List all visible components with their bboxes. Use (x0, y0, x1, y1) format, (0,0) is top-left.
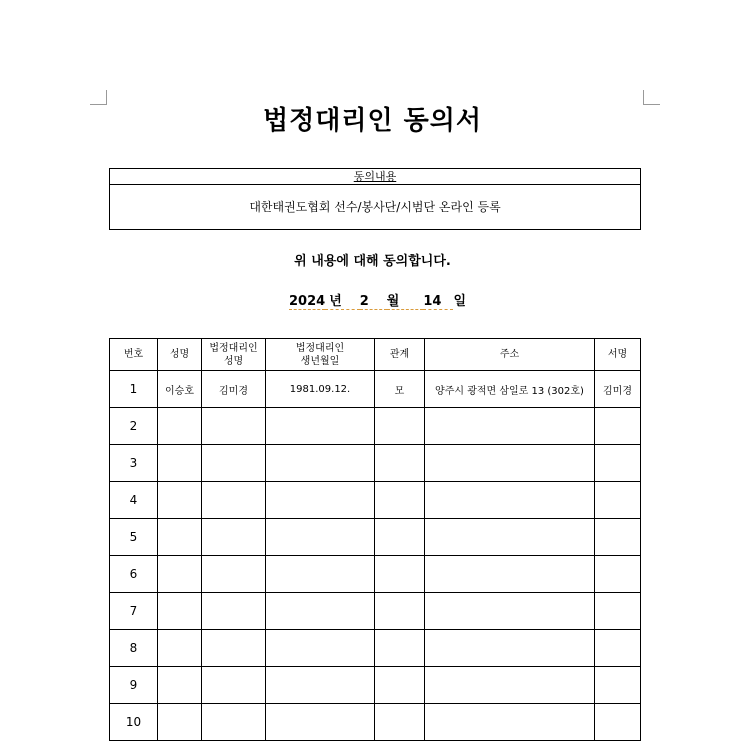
cell-guardian-birth[interactable] (266, 593, 375, 630)
cell-no: 9 (110, 667, 158, 704)
header-address: 주소 (425, 339, 595, 371)
cell-signature[interactable] (595, 482, 641, 519)
table-row (110, 408, 641, 445)
header-guardian-birth-line2: 생년월일 (300, 355, 340, 367)
cell-name[interactable] (158, 667, 202, 704)
cell-guardian-name[interactable]: 김미경 (202, 371, 266, 408)
cell-address[interactable] (425, 704, 595, 741)
cell-signature[interactable] (595, 445, 641, 482)
document-title: 법정대리인 동의서 (263, 106, 482, 136)
date-day[interactable]: 14 (423, 294, 453, 310)
cell-guardian-birth[interactable]: 1981.09.12. (266, 371, 375, 408)
date-line (289, 290, 466, 310)
date-year[interactable]: 2024 (289, 294, 326, 309)
consent-content: 대한태권도협회 선수/봉사단/시범단 온라인 등록 (249, 200, 501, 214)
date-year-unit: 년 (325, 290, 360, 310)
table-row (110, 519, 641, 556)
cell-no: 4 (110, 482, 158, 519)
header-relation: 관계 (375, 339, 425, 371)
cell-no: 3 (110, 445, 158, 482)
table-row (110, 556, 641, 593)
cell-name[interactable] (158, 593, 202, 630)
table-row (110, 445, 641, 482)
cell-relation[interactable]: 모 (375, 371, 425, 408)
cell-guardian-name[interactable] (202, 593, 266, 630)
header-guardian-name (202, 339, 266, 371)
cell-relation[interactable] (375, 482, 425, 519)
cell-signature[interactable]: 김미경 (595, 371, 641, 408)
cell-address[interactable]: 양주시 광적면 삼일로 13 (302호) (425, 371, 595, 408)
header-no: 번호 (110, 339, 158, 371)
cell-guardian-name[interactable] (202, 556, 266, 593)
cell-guardian-birth[interactable] (266, 482, 375, 519)
cell-guardian-birth[interactable] (266, 667, 375, 704)
header-guardian-name-line2: 성명 (223, 355, 244, 367)
cell-guardian-birth[interactable] (266, 704, 375, 741)
cell-signature[interactable] (595, 408, 641, 445)
cell-name[interactable] (158, 445, 202, 482)
cell-signature[interactable] (595, 704, 641, 741)
table-row (110, 704, 641, 741)
cell-relation[interactable] (375, 667, 425, 704)
cell-signature[interactable] (595, 519, 641, 556)
guardian-table (109, 338, 641, 741)
cell-address[interactable] (425, 593, 595, 630)
cell-relation[interactable] (375, 556, 425, 593)
consent-header-label: 동의내용 (353, 170, 397, 183)
header-guardian-name-line1: 법정대리인 (209, 342, 258, 354)
cell-guardian-birth[interactable] (266, 630, 375, 667)
cell-guardian-name[interactable] (202, 482, 266, 519)
cell-relation[interactable] (375, 630, 425, 667)
cell-no: 5 (110, 519, 158, 556)
cell-guardian-name[interactable] (202, 667, 266, 704)
consent-header (110, 169, 640, 185)
table-row (110, 371, 641, 408)
cell-no: 7 (110, 593, 158, 630)
cell-name[interactable] (158, 482, 202, 519)
cell-relation[interactable] (375, 519, 425, 556)
table-row (110, 667, 641, 704)
cell-relation[interactable] (375, 445, 425, 482)
cell-signature[interactable] (595, 667, 641, 704)
table-header-row (110, 339, 641, 371)
consent-box (109, 168, 641, 230)
cell-address[interactable] (425, 445, 595, 482)
cell-guardian-name[interactable] (202, 630, 266, 667)
cell-guardian-birth[interactable] (266, 556, 375, 593)
cell-name[interactable] (158, 556, 202, 593)
cell-guardian-name[interactable] (202, 408, 266, 445)
date-month[interactable]: 2 (360, 294, 387, 310)
cell-no: 8 (110, 630, 158, 667)
date-month-unit: 월 (387, 290, 424, 310)
cell-address[interactable] (425, 667, 595, 704)
header-guardian-birth (266, 339, 375, 371)
header-guardian-birth-line1: 법정대리인 (295, 342, 345, 354)
agree-statement: 위 내용에 대해 동의합니다. (294, 254, 451, 269)
header-name: 성명 (158, 339, 202, 371)
cell-no: 10 (110, 704, 158, 741)
cell-address[interactable] (425, 556, 595, 593)
cell-guardian-name[interactable] (202, 704, 266, 741)
cell-no: 2 (110, 408, 158, 445)
cell-address[interactable] (425, 630, 595, 667)
table-row (110, 593, 641, 630)
cell-guardian-birth[interactable] (266, 408, 375, 445)
cell-name[interactable]: 이승호 (158, 371, 202, 408)
date-day-unit: 일 (453, 294, 467, 309)
cell-no: 1 (110, 371, 158, 408)
table-row (110, 482, 641, 519)
cell-relation[interactable] (375, 408, 425, 445)
cell-name[interactable] (158, 630, 202, 667)
cell-address[interactable] (425, 482, 595, 519)
cell-no: 6 (110, 556, 158, 593)
cell-signature[interactable] (595, 630, 641, 667)
cell-name[interactable] (158, 519, 202, 556)
cell-signature[interactable] (595, 556, 641, 593)
cell-guardian-birth[interactable] (266, 445, 375, 482)
cell-address[interactable] (425, 408, 595, 445)
cell-name[interactable] (158, 408, 202, 445)
header-signature: 서명 (595, 339, 641, 371)
cell-relation[interactable] (375, 704, 425, 741)
cell-relation[interactable] (375, 593, 425, 630)
cell-guardian-name[interactable] (202, 445, 266, 482)
table-row (110, 630, 641, 667)
cell-guardian-birth[interactable] (266, 519, 375, 556)
cell-guardian-name[interactable] (202, 519, 266, 556)
cell-address[interactable] (425, 519, 595, 556)
cell-signature[interactable] (595, 593, 641, 630)
cell-name[interactable] (158, 704, 202, 741)
